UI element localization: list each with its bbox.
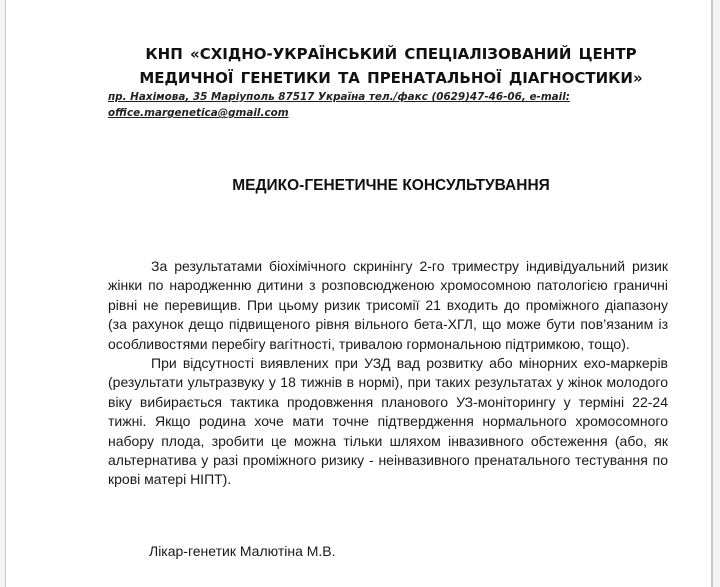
address-line: пр. Нахімова, 35 Маріуполь 87517 Україна тел./факс (0629)47-46-06, e-mail: [108,91,570,103]
organization-title-line-1: КНП «СХІДНО-УКРАЇНСЬКИЙ СПЕЦІАЛІЗОВАНИЙ ЦЕНТР [145,45,637,63]
organization-title [6,42,720,90]
paragraph-screening-results: За результатами біохімічного скринінгу 2-го триместру індивідуальний ризик жінки по народженню дитини з розповсюдженою хромосомною патологією граничні рівні не перевищив. При цьому ризик трисомії 21 входить до проміжного діапазону (за рахунок дещо підвищеного рівня вільного бета-ХГЛ, що може бути пов’язаним із особливостями перебігу вагітності, тривалою гормональною підтримкою, тощо). [108,258,668,352]
section-title: МЕДИКО-ГЕНЕТИЧНЕ КОНСУЛЬТУВАННЯ [232,177,550,194]
organization-title-line-2: МЕДИЧНОЇ ГЕНЕТИКИ ТА ПРЕНАТАЛЬНОЇ ДІАГНОСТИКИ» [139,69,643,87]
email-link[interactable]: office.margenetica@gmail.com [108,107,289,119]
doctor-signature: Лікар-генетик Малютіна М.В. [149,543,336,559]
document-page [5,0,713,587]
consultation-body [108,257,668,490]
organization-address [108,89,578,121]
paragraph-recommendation: При відсутності виявлених при УЗД вад розвитку або мінорних ехо-маркерів (результати ультразвуку у 18 тижнів в нормі), при таких результатах у жінок молодого віку вибирається тактика продовження планового УЗ-моніторингу у терміні 22-24 тижні. Якщо родина хоче мати точне підтвердження нормального хромосомного набору плода, зробити це можна тільки шляхом інвазивного обстеження (або, як альтернатива у разі проміжного ризику - неінвазивного пренатального тестування по крові матері НІПТ). [108,355,668,488]
